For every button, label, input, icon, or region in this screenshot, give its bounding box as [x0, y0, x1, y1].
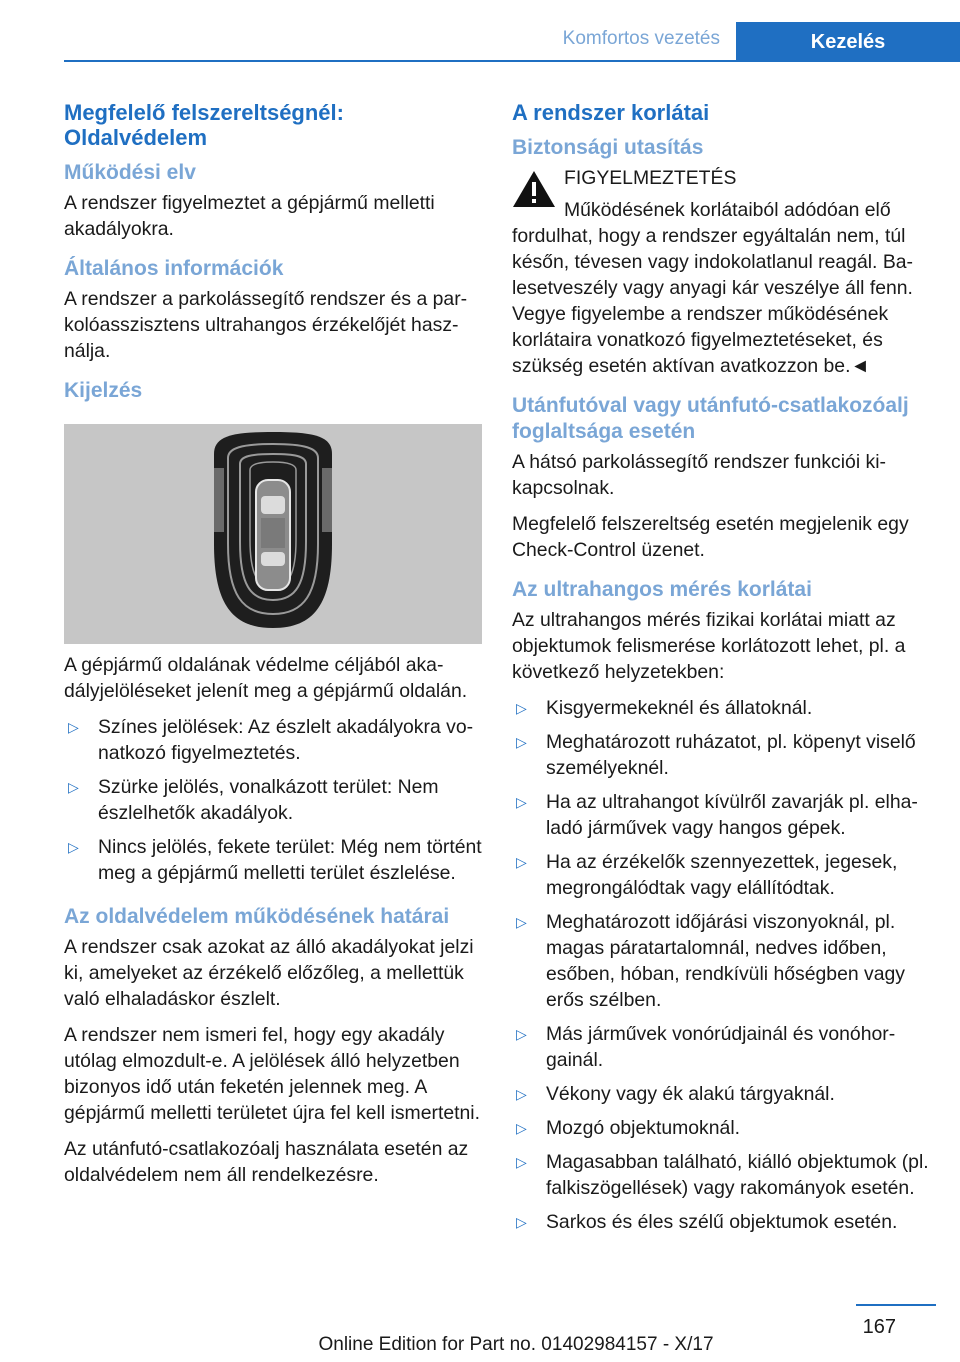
page-header [0, 0, 960, 62]
display-heading: Kijelzés [64, 379, 143, 402]
header-chapter-tab: Kezelés [736, 22, 960, 62]
triangle-bullet-icon: ▷ [68, 719, 79, 735]
page-number: 167 [862, 1316, 896, 1338]
triangle-bullet-icon: ▷ [516, 914, 527, 930]
triangle-bullet-icon: ▷ [516, 1086, 527, 1102]
triangle-bullet-icon: ▷ [516, 1120, 527, 1136]
triangle-bullet-icon: ▷ [516, 1214, 527, 1230]
ultrasonic-limits-list [512, 695, 930, 1235]
triangle-bullet-icon: ▷ [516, 854, 527, 870]
right-column [512, 100, 930, 1253]
trailer-paragraph: Megfelelő felszereltség esetén megjelenik egy Check-Control üzenet. [512, 513, 909, 561]
list-item: ▷ Magasabban található, kiálló objektumok (pl. falkiszögellések) vagy rakományok esetén. [516, 1151, 929, 1199]
edition-text: Online Edition for Part no. 01402984157 - X/17 [318, 1334, 714, 1355]
warning-block [512, 165, 930, 223]
triangle-bullet-icon: ▷ [516, 734, 527, 750]
side-protection-figure [64, 424, 482, 644]
general-info-heading: Általános információk [64, 257, 284, 280]
triangle-bullet-icon: ▷ [516, 794, 527, 810]
warning-text-start: Működésének korlátaiból adódóan elő [564, 199, 891, 221]
principle-heading: Működési elv [64, 161, 196, 184]
list-item: ▷ Színes jelölések: Az észlelt akadályokra vonatkozó figyelmeztetés. [68, 716, 474, 764]
ultrasonic-text: Az ultrahangos mérés fizikai korlátai miatt az objektumok felismerése korlátozott lehet, pl. a következő helyzetekben: [512, 609, 906, 683]
triangle-bullet-icon: ▷ [516, 700, 527, 716]
chapter-title [64, 100, 482, 150]
limits-paragraph: Az utánfutó-csatlakozóalj használata esetén az oldalvédelem nem áll rendelkezésre. [64, 1138, 469, 1186]
list-item: ▷ Sarkos és éles szélű objektumok esetén. [516, 1211, 898, 1233]
display-caption: A gépjármű oldalának védelme céljából akadályjelöléseket jelenít meg a gépjármű oldalán. [64, 654, 468, 702]
limits-paragraph: A rendszer csak azokat az álló akadályokat jelzi ki, amelyeket az érzékelő előzőleg, a mellettük való elhaladáskor észlelt. [64, 936, 474, 1010]
trailer-paragraph: A hátsó parkolássegítő rendszer funkciói kikapcsolnak. [512, 451, 887, 499]
header-section-label: Komfortos vezetés [562, 28, 720, 49]
list-item: ▷ Mozgó objektumoknál. [516, 1117, 741, 1139]
list-item: ▷ Ha az érzékelők szennyezettek, jegesek, megrongálódtak vagy elállítódtak. [516, 851, 898, 899]
limits-paragraph: A rendszer nem ismeri fel, hogy egy akadály utólag elmozdult-e. A jelölések álló helyzetben bizonyos idő után feketén jelennek meg. A gépjármű melletti területet újra fel kell ismertetni. [64, 1024, 480, 1124]
list-item: ▷ Meghatározott időjárási viszonyoknál, pl. magas páratartalomnál, nedves időben, esőben, hóban, rendkívüli hőségben vagy erős szélben. [516, 911, 905, 1011]
ultrasonic-heading: Az ultrahangos mérés korlátai [512, 578, 812, 601]
triangle-bullet-icon: ▷ [68, 839, 79, 855]
warning-text: fordulhat, hogy a rendszer egyáltalán nem, túl későn, tévesen vagy indokolatlanul reagál. Balesetveszély vagy anyagi kár veszélye áll fenn. Vegye figyelembe a rendszer működésének korlátaira vonatkozó figyelmeztetéseket, és szükség esetén aktívan avatkozzon be.◄ [512, 225, 914, 377]
edition-footer [0, 1334, 960, 1356]
triangle-bullet-icon: ▷ [516, 1026, 527, 1042]
list-item: ▷ Ha az ultrahangot kívülről zavarják pl. elhaladó járművek vagy hangos gépek. [516, 791, 918, 839]
principle-text: A rendszer figyelmeztet a gépjármű melletti akadályokra. [64, 192, 435, 240]
left-column [64, 100, 482, 1198]
list-item: ▷ Szürke jelölés, vonalkázott terület: Nem észlelhetők akadályok. [68, 776, 439, 824]
general-info-text: A rendszer a parkolássegítő rendszer és a parkolóasszisztens ultrahangos érzékelőjét használja. [64, 288, 468, 362]
safety-heading: Biztonsági utasítás [512, 136, 704, 159]
warning-triangle-icon [512, 169, 556, 209]
limits-heading: Az oldalvédelem működésének határai [64, 905, 450, 928]
list-item: ▷ Meghatározott ruházatot, pl. köpenyt viselő személyeknél. [516, 731, 916, 779]
list-item: ▷ Kisgyermekeknél és állatoknál. [516, 697, 813, 719]
triangle-bullet-icon: ▷ [516, 1154, 527, 1170]
header-rule [64, 60, 960, 62]
chapter-title-line2: Oldalvédelem [64, 125, 208, 150]
list-item: ▷ Más járművek vonórúdjainál és vonóhorgainál. [516, 1023, 896, 1071]
warning-title: FIGYELMEZTETÉS [564, 167, 737, 189]
list-item: ▷ Nincs jelölés, fekete terület: Még nem történt meg a gépjármű melletti terület észlelése. [68, 836, 482, 884]
chapter-title-line1: Megfelelő felszereltségnél: [64, 100, 344, 125]
marking-list [64, 714, 482, 886]
triangle-bullet-icon: ▷ [68, 779, 79, 795]
footer-rule [856, 1304, 936, 1306]
trailer-heading: Utánfutóval vagy utánfutó-csatlakozóalj foglaltsága esetén [512, 394, 909, 443]
system-limits-title: A rendszer korlátai [512, 100, 710, 125]
side-protection-illustration [64, 424, 482, 644]
list-item: ▷ Vékony vagy ék alakú tárgyaknál. [516, 1083, 835, 1105]
